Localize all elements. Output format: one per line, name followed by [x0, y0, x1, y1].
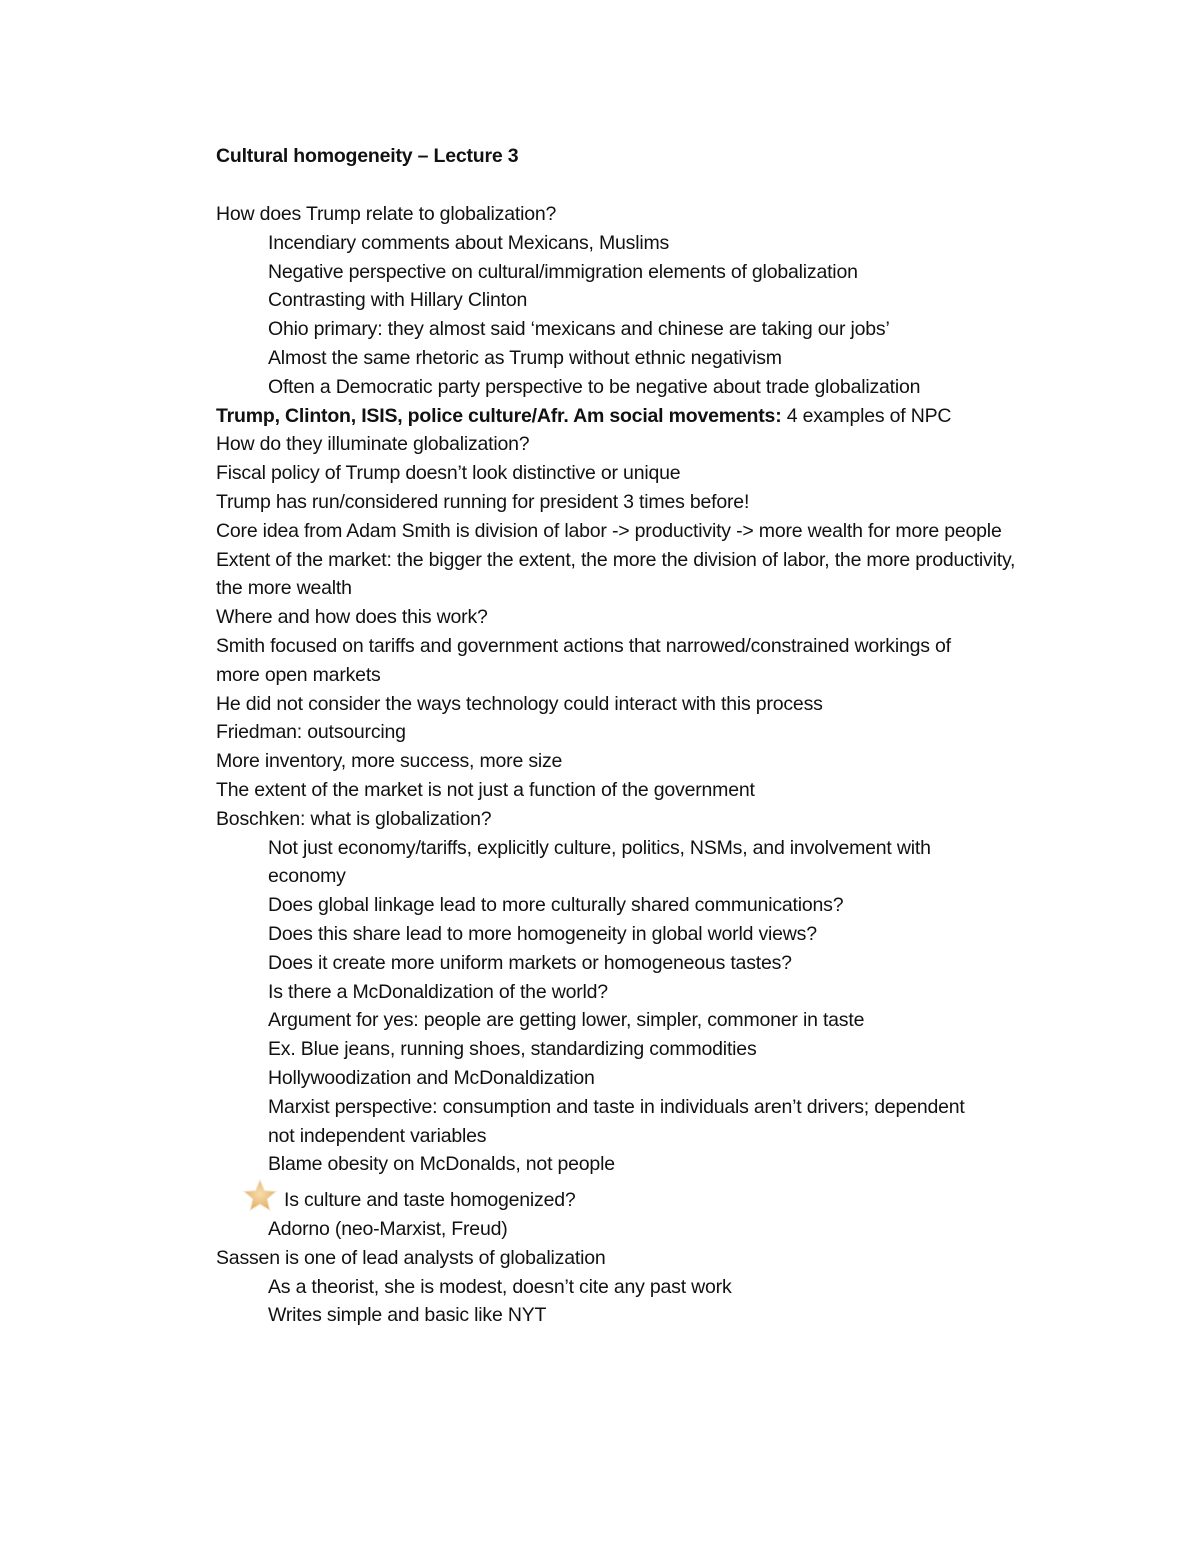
star-icon: [242, 1178, 278, 1214]
note-line: How does Trump relate to globalization?: [216, 203, 557, 225]
bold-examples-label: Trump, Clinton, ISIS, police culture/Afr. Am social movements:: [216, 404, 782, 427]
note-line: Adorno (neo-Marxist, Freud): [268, 1218, 508, 1241]
note-line: Hollywoodization and McDonaldization: [268, 1066, 595, 1089]
note-line: Friedman: outsourcing: [216, 721, 406, 744]
note-line: Smith focused on tariffs and government actions that narrowed/constrained workings of more open markets: [216, 634, 951, 686]
note-line: How do they illuminate globalization?: [216, 433, 530, 456]
starred-note-line: [216, 1185, 1056, 1215]
starred-question: Is culture and taste homogenized?: [284, 1189, 576, 1212]
note-line: Where and how does this work?: [216, 606, 488, 629]
note-line: Does it create more uniform markets or homogeneous tastes?: [268, 951, 792, 974]
note-line: Not just economy/tariffs, explicitly culture, politics, NSMs, and involvement with economy: [268, 836, 931, 888]
note-line: More inventory, more success, more size: [216, 750, 563, 773]
note-line: Core idea from Adam Smith is division of labor -> productivity -> more wealth for more people: [216, 519, 1002, 542]
document-page: [216, 142, 1056, 1330]
star-icon-svg: [242, 1178, 278, 1214]
note-line: Boschken: what is globalization?: [216, 807, 492, 830]
note-line: Does global linkage lead to more culturally shared communications?: [268, 894, 844, 917]
note-line: As a theorist, she is modest, doesn’t cite any past work: [268, 1275, 732, 1298]
note-line: Marxist perspective: consumption and taste in individuals aren’t drivers; dependent not independent variables: [268, 1095, 965, 1147]
document-title: Cultural homogeneity – Lecture 3: [216, 145, 519, 167]
examples-text: 4 examples of NPC: [781, 404, 952, 427]
note-line: Is there a McDonaldization of the world?: [268, 980, 608, 1003]
blank-line: [216, 171, 1056, 200]
note-line: Writes simple and basic like NYT: [268, 1304, 547, 1327]
note-line: Negative perspective on cultural/immigration elements of globalization: [268, 260, 858, 283]
note-line: Does this share lead to more homogeneity in global world views?: [268, 922, 817, 945]
note-line: Trump has run/considered running for president 3 times before!: [216, 490, 750, 513]
note-line: Blame obesity on McDonalds, not people: [268, 1153, 615, 1176]
note-line: Ex. Blue jeans, running shoes, standardizing commodities: [268, 1038, 757, 1061]
note-line: He did not consider the ways technology could interact with this process: [216, 692, 823, 715]
note-line: [216, 402, 1056, 431]
note-line: Often a Democratic party perspective to be negative about trade globalization: [268, 375, 921, 398]
note-line: Fiscal policy of Trump doesn’t look distinctive or unique: [216, 462, 681, 485]
note-line: The extent of the market is not just a function of the government: [216, 778, 755, 801]
note-line: Almost the same rhetoric as Trump without ethnic negativism: [268, 346, 782, 369]
note-line: Argument for yes: people are getting lower, simpler, commoner in taste: [268, 1009, 865, 1032]
note-line: Contrasting with Hillary Clinton: [268, 289, 528, 312]
note-line: Ohio primary: they almost said ‘mexicans and chinese are taking our jobs’: [268, 318, 890, 341]
note-line: Sassen is one of lead analysts of globalization: [216, 1246, 606, 1269]
note-line: Extent of the market: the bigger the extent, the more the division of labor, the more productivity, the more wealth: [216, 548, 1016, 600]
note-line: Incendiary comments about Mexicans, Muslims: [268, 231, 670, 254]
